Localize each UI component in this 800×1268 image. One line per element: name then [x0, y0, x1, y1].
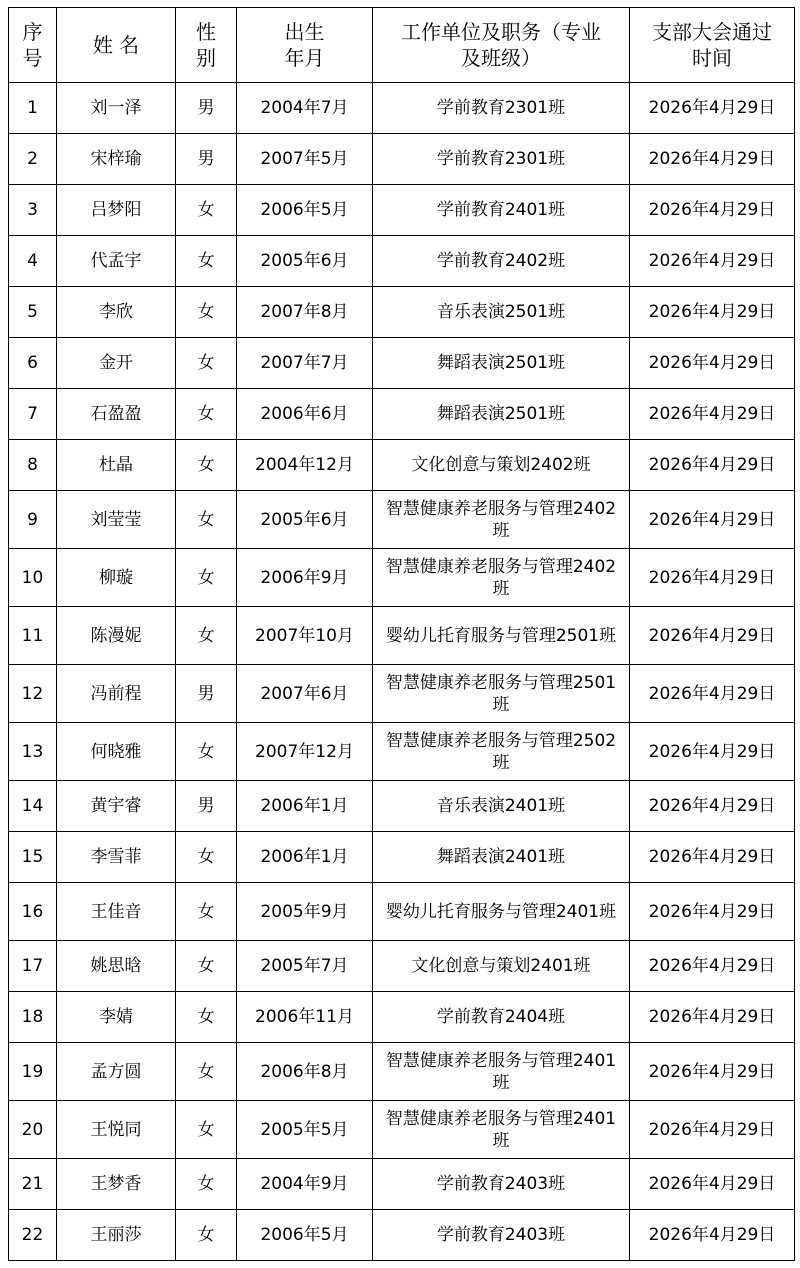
cell-date: 2026年4月29日: [630, 389, 795, 440]
table-row: [9, 1101, 795, 1159]
cell-seq: 6: [9, 338, 57, 389]
cell-birth: 2005年5月: [237, 1101, 373, 1159]
cell-seq: 15: [9, 832, 57, 883]
cell-unit: 学前教育2402班: [373, 236, 630, 287]
cell-unit: [373, 607, 630, 665]
member-table-sheet: [8, 7, 795, 1261]
cell-unit: 学前教育2301班: [373, 134, 630, 185]
cell-date: 2026年4月29日: [630, 440, 795, 491]
table-row: [9, 83, 795, 134]
cell-birth: 2006年9月: [237, 549, 373, 607]
cell-gender: 女: [176, 723, 237, 781]
cell-unit-text: 智慧健康养老服务与管理2402班: [385, 556, 617, 599]
cell-date: 2026年4月29日: [630, 723, 795, 781]
cell-seq: 7: [9, 389, 57, 440]
cell-birth: 2004年9月: [237, 1159, 373, 1210]
table-row: [9, 992, 795, 1043]
table-row: [9, 723, 795, 781]
cell-birth: 2006年5月: [237, 1210, 373, 1261]
cell-seq: 19: [9, 1043, 57, 1101]
cell-gender: 女: [176, 832, 237, 883]
cell-birth: 2004年12月: [237, 440, 373, 491]
cell-gender: 女: [176, 185, 237, 236]
cell-gender: 男: [176, 781, 237, 832]
table-row: [9, 287, 795, 338]
cell-unit: [373, 1043, 630, 1101]
cell-date: 2026年4月29日: [630, 1101, 795, 1159]
cell-seq: 18: [9, 992, 57, 1043]
cell-name: 石盈盈: [57, 389, 176, 440]
table-row: [9, 607, 795, 665]
header-name: 姓 名: [57, 8, 176, 83]
cell-unit: 舞蹈表演2501班: [373, 389, 630, 440]
cell-birth: 2006年8月: [237, 1043, 373, 1101]
cell-unit-text: 智慧健康养老服务与管理2401班: [385, 1050, 617, 1093]
cell-name: 黄宇睿: [57, 781, 176, 832]
cell-name: 李雪菲: [57, 832, 176, 883]
cell-seq: 1: [9, 83, 57, 134]
cell-unit-text: 婴幼儿托育服务与管理2501班: [385, 625, 617, 646]
cell-date: 2026年4月29日: [630, 185, 795, 236]
cell-unit: [373, 1101, 630, 1159]
cell-birth: 2007年7月: [237, 338, 373, 389]
cell-seq: 2: [9, 134, 57, 185]
cell-gender: 女: [176, 287, 237, 338]
cell-name: 姚思晗: [57, 941, 176, 992]
cell-unit: [373, 665, 630, 723]
cell-name: 冯前程: [57, 665, 176, 723]
cell-gender: 女: [176, 607, 237, 665]
cell-gender: 男: [176, 83, 237, 134]
cell-gender: 男: [176, 665, 237, 723]
cell-birth: 2006年1月: [237, 832, 373, 883]
cell-birth: 2007年8月: [237, 287, 373, 338]
cell-date: 2026年4月29日: [630, 941, 795, 992]
cell-unit-text: 智慧健康养老服务与管理2401班: [385, 1108, 617, 1151]
cell-gender: 女: [176, 1159, 237, 1210]
header-date: 支部大会通过时间: [630, 8, 795, 83]
cell-name: 李欣: [57, 287, 176, 338]
cell-seq: 20: [9, 1101, 57, 1159]
cell-unit: 音乐表演2401班: [373, 781, 630, 832]
cell-birth: 2007年12月: [237, 723, 373, 781]
cell-birth: 2005年6月: [237, 236, 373, 287]
cell-gender: 女: [176, 992, 237, 1043]
cell-unit: 舞蹈表演2501班: [373, 338, 630, 389]
cell-date: 2026年4月29日: [630, 1043, 795, 1101]
cell-birth: 2004年7月: [237, 83, 373, 134]
cell-birth: 2006年5月: [237, 185, 373, 236]
cell-unit-text: 智慧健康养老服务与管理2501班: [385, 672, 617, 715]
cell-seq: 12: [9, 665, 57, 723]
cell-seq: 11: [9, 607, 57, 665]
cell-date: 2026年4月29日: [630, 134, 795, 185]
cell-name: 何晓雅: [57, 723, 176, 781]
cell-seq: 8: [9, 440, 57, 491]
member-table: [8, 7, 795, 1261]
table-row: [9, 134, 795, 185]
cell-name: 王悦同: [57, 1101, 176, 1159]
cell-unit-text: 智慧健康养老服务与管理2402班: [385, 498, 617, 541]
cell-birth: 2007年6月: [237, 665, 373, 723]
cell-seq: 22: [9, 1210, 57, 1261]
cell-birth: 2005年6月: [237, 491, 373, 549]
cell-unit: 文化创意与策划2402班: [373, 440, 630, 491]
cell-unit: [373, 491, 630, 549]
header-row: [9, 8, 795, 83]
cell-date: 2026年4月29日: [630, 491, 795, 549]
header-seq: 序号: [9, 8, 57, 83]
cell-unit: 学前教育2301班: [373, 83, 630, 134]
cell-seq: 3: [9, 185, 57, 236]
table-row: [9, 549, 795, 607]
cell-unit: 学前教育2401班: [373, 185, 630, 236]
cell-name: 王梦香: [57, 1159, 176, 1210]
cell-seq: 5: [9, 287, 57, 338]
cell-date: 2026年4月29日: [630, 992, 795, 1043]
cell-gender: 女: [176, 440, 237, 491]
cell-seq: 10: [9, 549, 57, 607]
cell-gender: 女: [176, 1210, 237, 1261]
cell-birth: 2007年10月: [237, 607, 373, 665]
cell-gender: 女: [176, 236, 237, 287]
cell-birth: 2006年11月: [237, 992, 373, 1043]
cell-name: 王丽莎: [57, 1210, 176, 1261]
cell-name: 杜晶: [57, 440, 176, 491]
cell-name: 刘一泽: [57, 83, 176, 134]
cell-gender: 女: [176, 883, 237, 941]
cell-date: 2026年4月29日: [630, 338, 795, 389]
cell-gender: 女: [176, 549, 237, 607]
table-row: [9, 1159, 795, 1210]
cell-gender: 女: [176, 1101, 237, 1159]
table-row: [9, 883, 795, 941]
cell-date: 2026年4月29日: [630, 287, 795, 338]
cell-name: 李婧: [57, 992, 176, 1043]
cell-seq: 14: [9, 781, 57, 832]
cell-name: 金开: [57, 338, 176, 389]
cell-seq: 13: [9, 723, 57, 781]
table-row: [9, 665, 795, 723]
table-row: [9, 832, 795, 883]
cell-unit: 学前教育2403班: [373, 1210, 630, 1261]
cell-name: 宋梓瑜: [57, 134, 176, 185]
cell-birth: 2006年1月: [237, 781, 373, 832]
cell-date: 2026年4月29日: [630, 236, 795, 287]
header-unit: 工作单位及职务（专业及班级）: [373, 8, 630, 83]
cell-seq: 9: [9, 491, 57, 549]
table-row: [9, 236, 795, 287]
table-row: [9, 185, 795, 236]
table-row: [9, 491, 795, 549]
cell-gender: 男: [176, 134, 237, 185]
cell-gender: 女: [176, 941, 237, 992]
header-gender: 性别: [176, 8, 237, 83]
cell-name: 刘莹莹: [57, 491, 176, 549]
cell-date: 2026年4月29日: [630, 781, 795, 832]
cell-birth: 2007年5月: [237, 134, 373, 185]
table-row: [9, 440, 795, 491]
cell-name: 代孟宇: [57, 236, 176, 287]
cell-birth: 2005年9月: [237, 883, 373, 941]
cell-seq: 4: [9, 236, 57, 287]
cell-unit: 音乐表演2501班: [373, 287, 630, 338]
table-row: [9, 941, 795, 992]
cell-birth: 2005年7月: [237, 941, 373, 992]
cell-unit: [373, 883, 630, 941]
cell-gender: 女: [176, 491, 237, 549]
cell-seq: 21: [9, 1159, 57, 1210]
cell-unit: [373, 723, 630, 781]
cell-gender: 女: [176, 338, 237, 389]
cell-name: 王佳音: [57, 883, 176, 941]
cell-unit: [373, 549, 630, 607]
cell-date: 2026年4月29日: [630, 549, 795, 607]
cell-seq: 17: [9, 941, 57, 992]
cell-gender: 女: [176, 389, 237, 440]
cell-date: 2026年4月29日: [630, 1210, 795, 1261]
cell-unit-text: 婴幼儿托育服务与管理2401班: [385, 901, 617, 922]
cell-date: 2026年4月29日: [630, 83, 795, 134]
table-row: [9, 338, 795, 389]
cell-seq: 16: [9, 883, 57, 941]
header-birth: 出生年月: [237, 8, 373, 83]
cell-date: 2026年4月29日: [630, 665, 795, 723]
cell-date: 2026年4月29日: [630, 832, 795, 883]
table-row: [9, 1043, 795, 1101]
cell-unit: 学前教育2403班: [373, 1159, 630, 1210]
cell-date: 2026年4月29日: [630, 607, 795, 665]
table-row: [9, 1210, 795, 1261]
cell-unit: 舞蹈表演2401班: [373, 832, 630, 883]
cell-unit: 文化创意与策划2401班: [373, 941, 630, 992]
cell-name: 陈漫妮: [57, 607, 176, 665]
cell-name: 孟方圆: [57, 1043, 176, 1101]
cell-unit-text: 智慧健康养老服务与管理2502班: [385, 730, 617, 773]
table-row: [9, 389, 795, 440]
cell-date: 2026年4月29日: [630, 1159, 795, 1210]
cell-name: 吕梦阳: [57, 185, 176, 236]
cell-name: 柳璇: [57, 549, 176, 607]
cell-date: 2026年4月29日: [630, 883, 795, 941]
cell-birth: 2006年6月: [237, 389, 373, 440]
table-row: [9, 781, 795, 832]
cell-unit: 学前教育2404班: [373, 992, 630, 1043]
cell-gender: 女: [176, 1043, 237, 1101]
